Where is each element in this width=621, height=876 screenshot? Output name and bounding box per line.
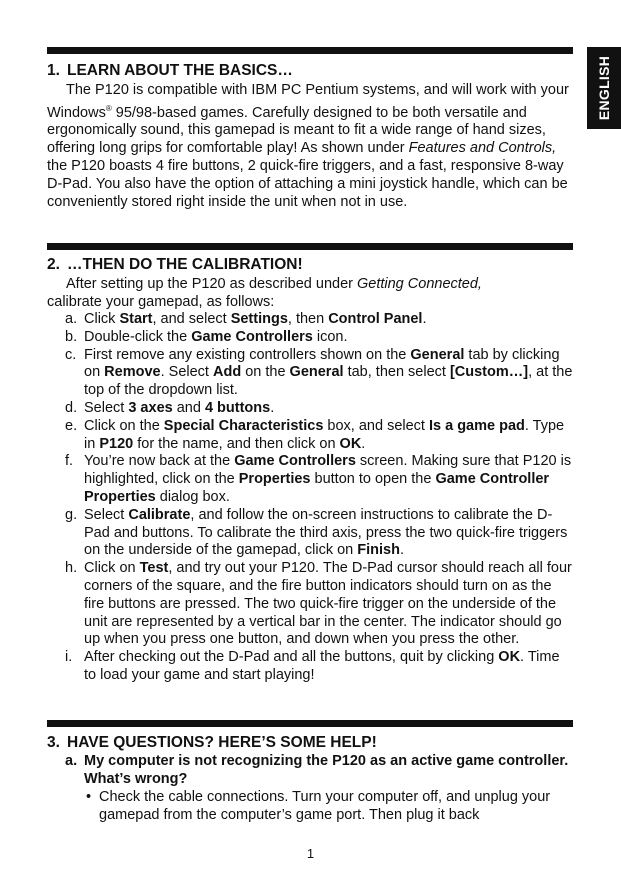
- section-1-heading: [47, 62, 293, 80]
- step-letter: h.: [65, 560, 78, 577]
- section-1-title: LEARN ABOUT THE BASICS…: [67, 62, 293, 79]
- section-2-heading: [47, 256, 303, 274]
- step-letter: c.: [65, 346, 77, 363]
- bullet-dot: •: [86, 789, 92, 805]
- section-1-emphasis: Features and Controls,: [408, 140, 557, 157]
- section-2-intro-a: After setting up the P120 as described under: [66, 276, 357, 292]
- step-a: a. Click Start, and select Settings, then Control Panel.: [65, 311, 427, 327]
- step-i: i. After checking out the D-Pad and all the buttons, quit by clicking OK. Time to load your game and start playing!: [65, 649, 560, 683]
- step-f: f. You’re now back at the Game Controllers screen. Making sure that P120 is highlighted, click on the Properties button to open the Game Controller Properties dialog box.: [65, 453, 572, 505]
- section-2-rule: [47, 243, 573, 250]
- calibration-steps: [65, 311, 575, 685]
- step-letter: f.: [65, 453, 74, 470]
- section-1-paragraph: [47, 82, 575, 211]
- faq-answer-bullet: [84, 789, 589, 825]
- section-1-text-b: 95/98-based games. Carefully designed to be both versatile and ergonomically sound, this gamepad is meant to fit a wide range of hand sizes, offering long grips for comfortable play! As shown under: [47, 104, 546, 157]
- page-number: 1: [306, 846, 315, 861]
- faq-question-text: My computer is not recognizing the P120 as an active game controller. What’s wrong?: [84, 753, 569, 787]
- registered-mark: ®: [105, 103, 112, 113]
- step-c: c. First remove any existing controllers shown on the General tab by clicking on Remove. Select Add on the General tab, then select [Custom…], at the top of the dropdown list.: [65, 346, 573, 399]
- section-3-title: HAVE QUESTIONS? HERE’S SOME HELP!: [67, 734, 377, 751]
- step-g: g. Select Calibrate, and follow the on-screen instructions to calibrate the D-Pad and buttons. To calibrate the third axis, press the two quick-fire triggers on the underside of the gamepad, click on Finish.: [65, 506, 568, 559]
- step-letter: e.: [65, 417, 78, 434]
- language-tab-label: ENGLISH: [596, 55, 612, 121]
- section-2-intro-emphasis: Getting Connected,: [357, 276, 482, 292]
- step-letter: a.: [65, 311, 78, 327]
- faq-answer-text: Check the cable connections. Turn your computer off, and unplug your gamepad from the computer’s game port. Then plug it back: [99, 789, 551, 823]
- section-2-intro: [47, 276, 575, 312]
- section-1-rule: [47, 47, 573, 54]
- language-tab: [587, 47, 621, 129]
- section-1-number: 1.: [47, 62, 60, 79]
- section-3-rule: [47, 720, 573, 727]
- section-2-title: …THEN DO THE CALIBRATION!: [67, 256, 303, 273]
- section-1-text-c: the P120 boasts 4 fire buttons, 2 quick-fire triggers, and a fast, responsive 8-way D-Pad. You also have the option of attaching a mini joystick handle, which can be conveniently stored right inside the unit when not in use.: [47, 158, 568, 210]
- step-e: e. Click on the Special Characteristics box, and select Is a game pad. Type in P120 for the name, and then click on OK.: [65, 417, 565, 452]
- section-3-heading: [47, 734, 377, 752]
- step-letter: b.: [65, 328, 78, 345]
- step-letter: g.: [65, 506, 78, 523]
- step-b: b. Double-click the Game Controllers icon.: [65, 328, 348, 345]
- step-h: h. Click on Test, and try out your P120. The D-Pad cursor should reach all four corners of the square, and the fire button indicators should turn on as the fire buttons are pressed. The two quick-fire trigger on the underside of the unit are represented by a vertical bar in the center. The indicator should go up when you press one button, and down when you press the other.: [65, 560, 572, 648]
- section-1-text-a: The P120 is compatible with IBM PC Pentium systems, and will work with your Windows: [47, 82, 569, 121]
- section-2-number: 2.: [47, 256, 60, 273]
- section-2-intro-b: calibrate your gamepad, as follows:: [47, 293, 275, 310]
- section-3-number: 3.: [47, 734, 60, 751]
- faq-question-letter: a.: [65, 753, 78, 769]
- step-letter: i.: [65, 649, 73, 666]
- step-d: d. Select 3 axes and 4 buttons.: [65, 399, 275, 416]
- step-letter: d.: [65, 399, 78, 416]
- faq-question: [65, 753, 575, 789]
